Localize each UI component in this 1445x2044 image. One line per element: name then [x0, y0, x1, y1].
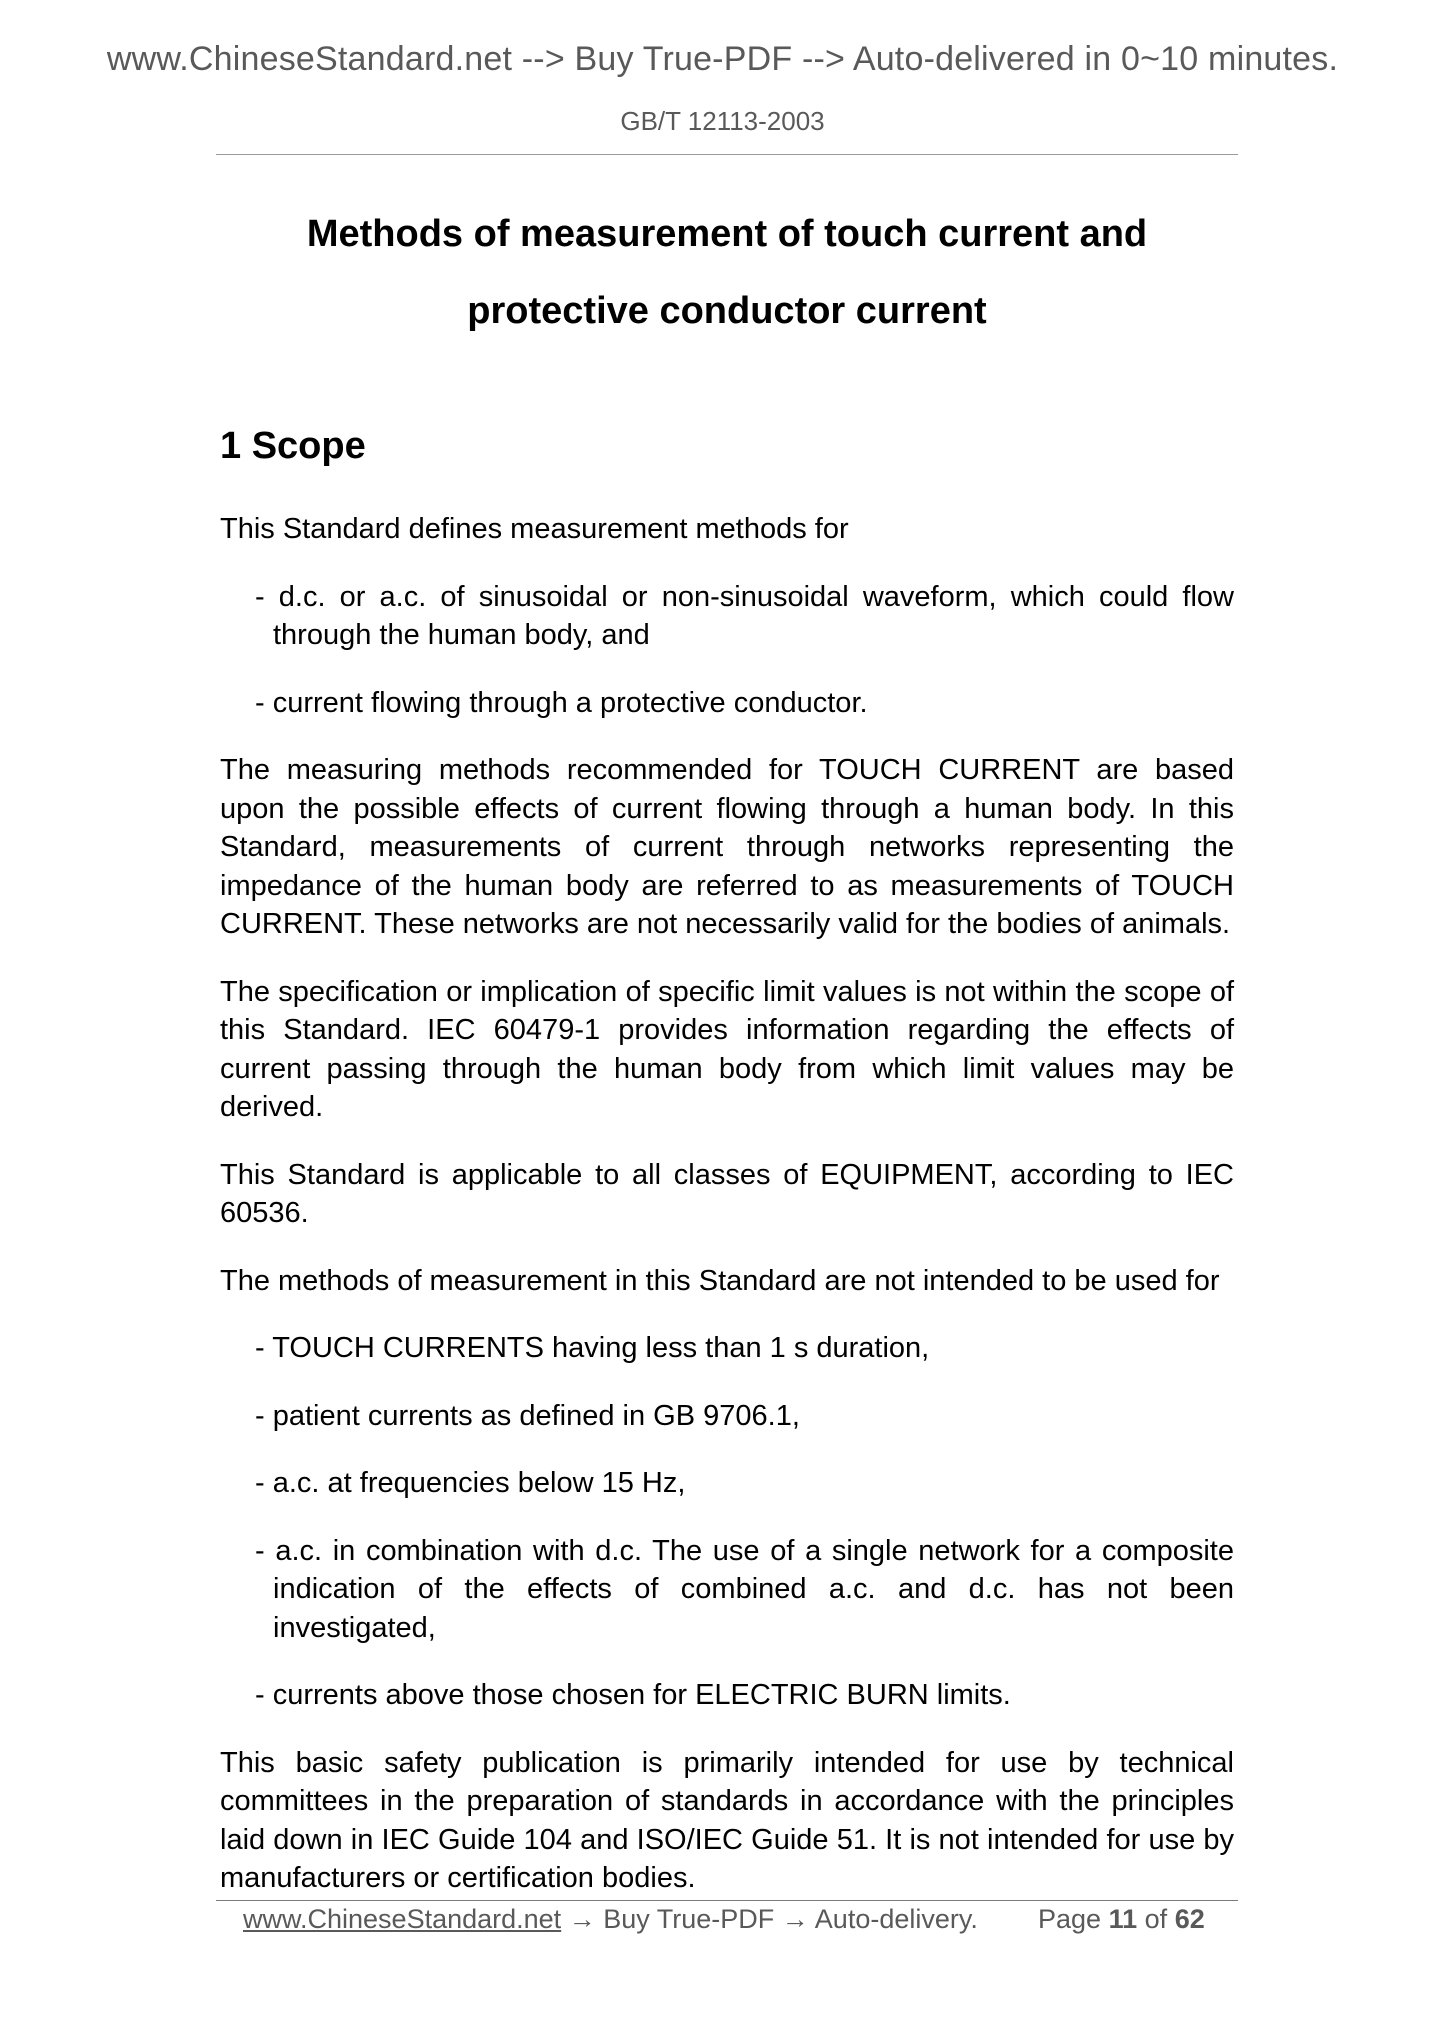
- paragraph-publication-use: This basic safety publication is primarily intended for use by technical committees in the preparation of standards in accordance with the principles laid down in IEC Guide 104 and ISO/IEC Guide 51. It is not intended for use by manufacturers or certification bodies.: [220, 1746, 1234, 1894]
- document-title-line-2: protective conductor current: [467, 290, 987, 332]
- intro-paragraph: This Standard defines measurement methods for: [220, 513, 849, 545]
- standard-number: GB/T 12113-2003: [620, 106, 825, 136]
- paragraph-applicability: This Standard is applicable to all classes of EQUIPMENT, according to IEC 60536.: [220, 1158, 1234, 1229]
- list-item: - a.c. at frequencies below 15 Hz,: [255, 1467, 686, 1499]
- page-label: Page: [1038, 1904, 1102, 1934]
- footer-delivery-text: Auto-delivery.: [814, 1904, 978, 1934]
- page-current: 11: [1108, 1904, 1138, 1934]
- list-item: - d.c. or a.c. of sinusoidal or non-sinusoidal waveform, which could flow through the human body, and: [255, 580, 1234, 651]
- list-item: - a.c. in combination with d.c. The use of a single network for a composite indication of the effects of combined a.c. and d.c. has not been investigated,: [255, 1534, 1234, 1644]
- page-total: 62: [1174, 1904, 1205, 1934]
- list-item: - current flowing through a protective conductor.: [255, 686, 868, 719]
- paragraph-not-intended: The methods of measurement in this Standard are not intended to be used for: [220, 1264, 1220, 1297]
- document-title-line-1: Methods of measurement of touch current and: [306, 213, 1148, 255]
- paragraph-touch-current: The measuring methods recommended for TOUCH CURRENT are based upon the possible effects of current flowing through a human body. In this Standard, measurements of current through networks representing the impedance of the human body are referred to as measurements of TOUCH CURRENT. These networks are not necessarily valid for the bodies of animals.: [220, 754, 1234, 940]
- section-body: [220, 510, 1234, 1927]
- footer: [243, 1904, 1205, 1935]
- footer-link[interactable]: www.ChineseStandard.net: [243, 1904, 562, 1934]
- arrow-right-icon: →: [781, 1904, 809, 1934]
- paragraph-limit-values: The specification or implication of specific limit values is not within the scope of this Standard. IEC 60479-1 provides information regarding the effects of current passing through the human body from which limit values may be derived.: [220, 975, 1234, 1123]
- of-label: of: [1144, 1904, 1168, 1934]
- top-banner: www.ChineseStandard.net --> Buy True-PDF --> Auto-delivered in 0~10 minutes.: [106, 40, 1339, 78]
- footer-buy-text: Buy True-PDF: [603, 1904, 775, 1934]
- page-indicator: [1038, 1904, 1205, 1935]
- header-divider: [216, 154, 1238, 155]
- arrow-right-icon: →: [568, 1904, 596, 1934]
- footer-divider: [216, 1900, 1238, 1901]
- list-item: - currents above those chosen for ELECTRIC BURN limits.: [255, 1679, 1011, 1711]
- list-item: - TOUCH CURRENTS having less than 1 s duration,: [255, 1332, 930, 1364]
- section-heading-scope: 1 Scope: [220, 425, 366, 467]
- list-item: - patient currents as defined in GB 9706.1,: [255, 1399, 800, 1432]
